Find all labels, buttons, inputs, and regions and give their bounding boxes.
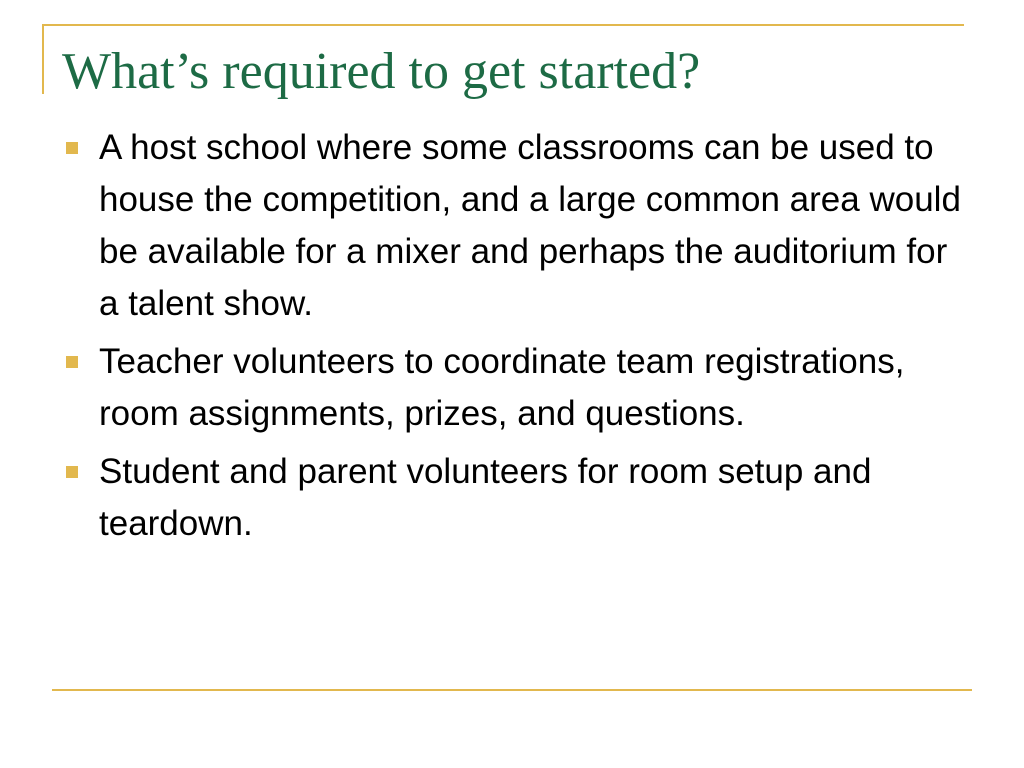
square-bullet-icon [66,356,78,368]
frame-left-line [42,24,44,94]
square-bullet-icon [66,466,78,478]
bullet-text: Student and parent volunteers for room setup and teardown. [99,452,872,543]
frame-top-line [42,24,964,26]
bullet-item [62,446,972,550]
bullet-list [62,122,972,556]
bullet-item [62,122,972,330]
slide-title: What’s required to get started? [62,43,701,100]
bullet-text: Teacher volunteers to coordinate team registrations, room assignments, prizes, and questions. [99,342,905,433]
square-bullet-icon [66,142,78,154]
frame-bottom-line [52,689,972,691]
bullet-item [62,336,972,440]
bullet-text: A host school where some classrooms can be used to house the competition, and a large common area would be available for a mixer and perhaps the auditorium for a talent show. [99,128,961,323]
